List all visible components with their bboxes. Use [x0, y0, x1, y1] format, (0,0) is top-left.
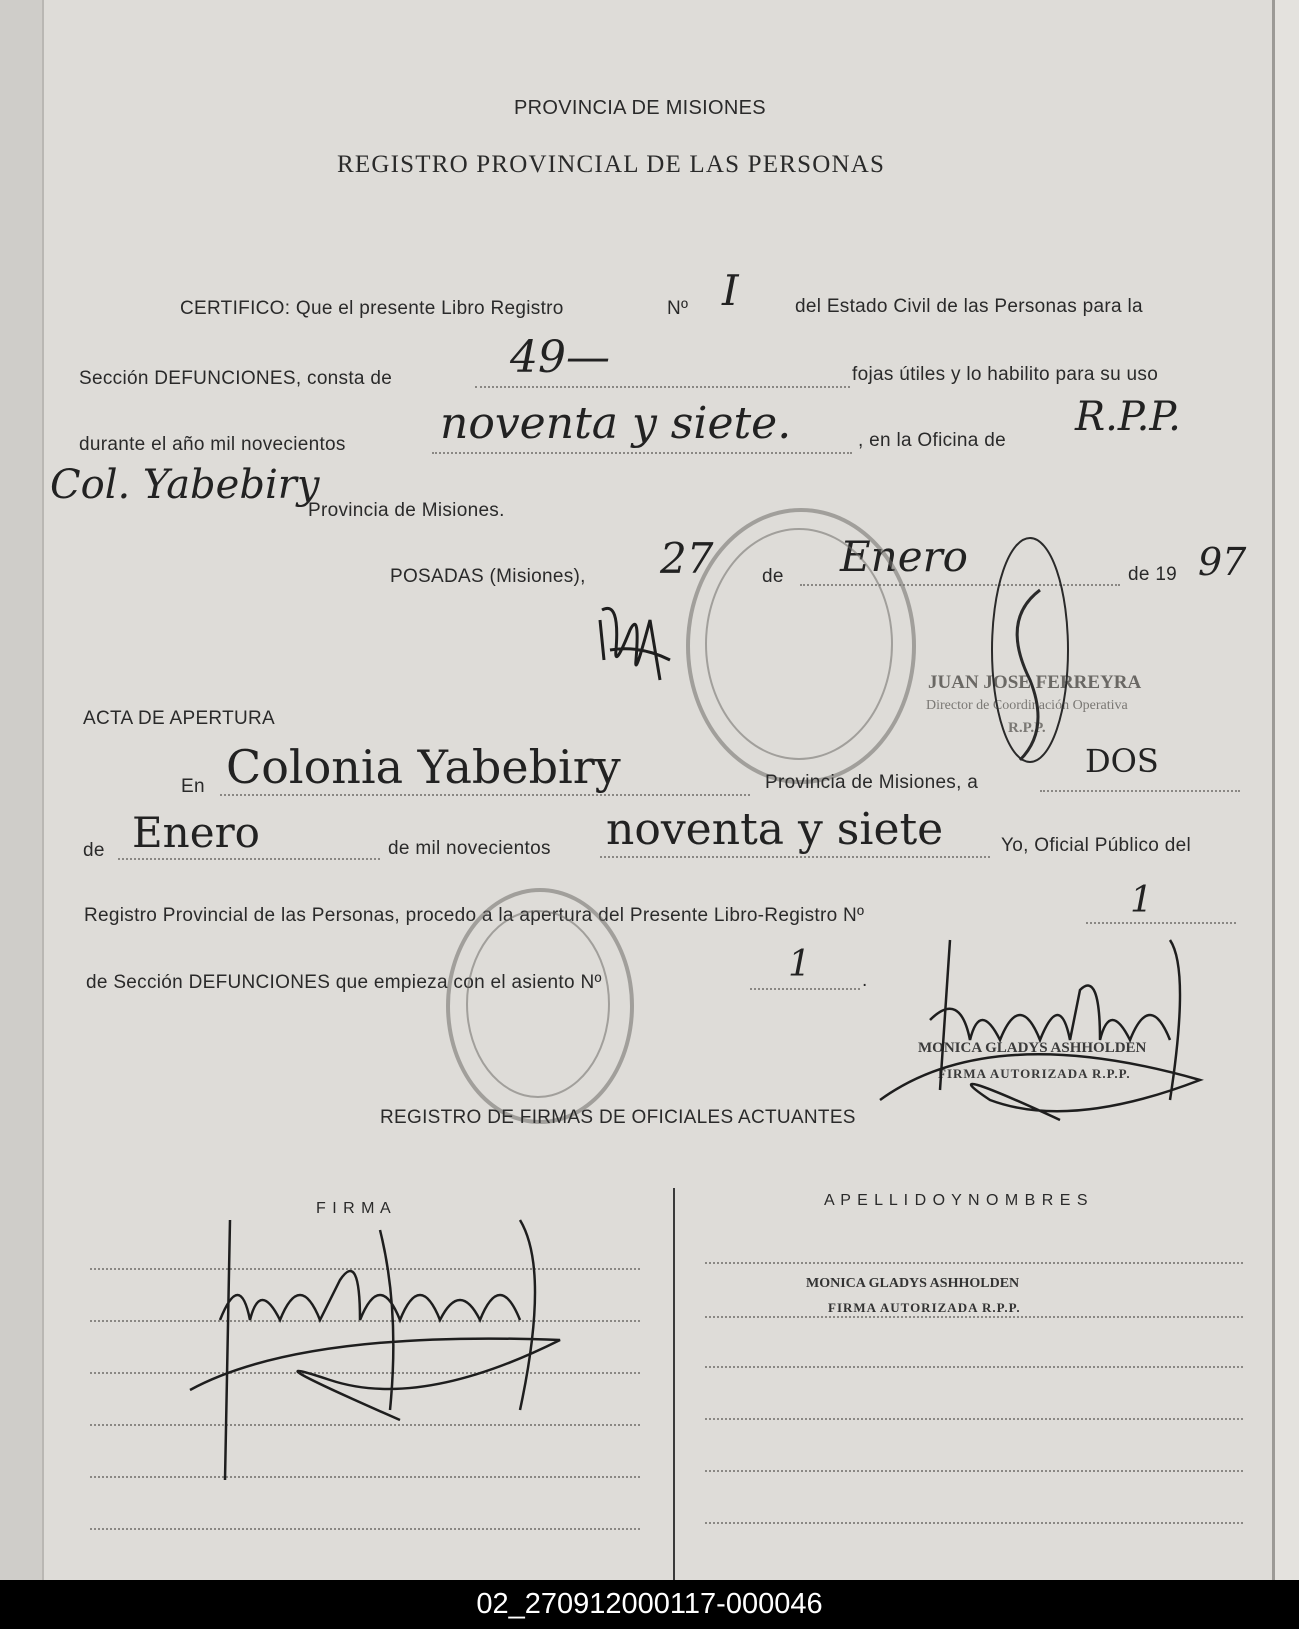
left-page-edge — [0, 0, 44, 1580]
registry-round-stamp-inner — [705, 528, 893, 760]
nombres-line-6 — [705, 1522, 1243, 1524]
col-nombres: A P E L L I D O Y N O M B R E S — [824, 1192, 1089, 1209]
officer-stamp-title: FIRMA AUTORIZADA R.P.P. — [938, 1066, 1131, 1081]
acta-year: noventa y siete — [606, 804, 944, 855]
acta-place-dots — [220, 794, 750, 796]
director-stamp-name: JUAN JOSE FERREYRA — [928, 672, 1142, 693]
officer-stamp-name: MONICA GLADYS ASHHOLDEN — [918, 1040, 1147, 1056]
cert-line3-dots — [432, 452, 852, 454]
cert-line1-suffix: del Estado Civil de las Personas para la — [795, 296, 1143, 317]
acta-month: Enero — [132, 808, 260, 857]
acta-day-dots — [1040, 790, 1240, 792]
acta-yo-suffix: Yo, Oficial Público del — [1001, 835, 1191, 856]
column-divider — [673, 1188, 675, 1580]
director-stamp-title: Director de Coordinación Operativa — [926, 698, 1128, 713]
delegation-oval-stamp-inner — [466, 910, 610, 1098]
nombres-line-3 — [705, 1366, 1243, 1368]
nombres-line-1 — [705, 1262, 1243, 1264]
registry-heading: REGISTRO PROVINCIAL DE LAS PERSONAS — [337, 151, 886, 178]
cert-line3-prefix: durante el año mil novecientos — [79, 434, 346, 455]
date-year: 97 — [1198, 540, 1247, 584]
registered-officer-name: MONICA GLADYS ASHHOLDEN — [806, 1276, 1020, 1291]
director-stamp-org: R.P.P. — [1008, 720, 1046, 736]
acta-line4-dots — [750, 988, 860, 990]
registered-signature — [180, 1210, 580, 1490]
cert-pages-count: 49— — [510, 332, 610, 383]
date-de: de — [762, 566, 784, 587]
director-signature — [980, 530, 1090, 770]
cert-line1-prefix: CERTIFICO: Que el presente Libro Registro — [180, 298, 564, 319]
province-heading: PROVINCIA DE MISIONES — [514, 97, 766, 119]
cert-office-location: Col. Yabebiry — [50, 462, 320, 508]
acta-line4: de Sección DEFUNCIONES que empieza con el asiento Nº — [86, 972, 602, 993]
acta-line3: Registro Provincial de las Personas, procedo a la apertura del Presente Libro-Registro Nº — [84, 905, 865, 926]
signatures-heading: REGISTRO DE FIRMAS DE OFICIALES ACTUANTES — [380, 1107, 856, 1128]
acta-de: de — [83, 840, 105, 861]
acta-heading: ACTA DE APERTURA — [83, 708, 276, 729]
acta-day: DOS — [1085, 742, 1159, 780]
cert-line4-suffix: Provincia de Misiones. — [308, 500, 505, 521]
acta-place: Colonia Yabebiry — [226, 740, 621, 794]
cert-line3-suffix: , en la Oficina de — [858, 430, 1006, 451]
initial-signature — [590, 590, 680, 700]
acta-entry-number: 1 — [788, 944, 811, 985]
cert-book-number: I — [722, 266, 739, 315]
acta-line4-end: . — [862, 970, 868, 991]
image-caption: 02_270912000117-000046 — [0, 1580, 1299, 1629]
cert-line2-suffix: fojas útiles y lo habilito para su uso — [852, 364, 1159, 385]
acta-province-suffix: Provincia de Misiones, a — [765, 772, 979, 793]
acta-year-dots — [600, 856, 990, 858]
acta-month-dots — [118, 858, 380, 860]
col-firma: F I R M A — [316, 1200, 392, 1217]
registered-officer-title: FIRMA AUTORIZADA R.P.P. — [828, 1300, 1021, 1315]
firma-line-6 — [90, 1528, 640, 1530]
date-day: 27 — [660, 534, 714, 583]
acta-line3-dots — [1086, 922, 1236, 924]
date-year-prefix: de 19 — [1128, 564, 1178, 585]
cert-line2-prefix: Sección DEFUNCIONES, consta de — [79, 368, 393, 389]
acta-year-prefix: de mil novecientos — [388, 838, 551, 859]
nombres-line-2 — [705, 1316, 1243, 1318]
cert-year-words: noventa y siete. — [440, 398, 792, 449]
cert-line2-dots — [475, 386, 850, 388]
date-month: Enero — [840, 532, 968, 581]
nombres-line-5 — [705, 1470, 1243, 1472]
acta-book-number: 1 — [1130, 880, 1153, 921]
nombres-line-4 — [705, 1418, 1243, 1420]
acta-en: En — [181, 776, 205, 797]
cert-line1-no: Nº — [667, 298, 689, 319]
date-place: POSADAS (Misiones), — [390, 566, 586, 587]
cert-office-name: R.P.P. — [1075, 394, 1181, 440]
officer-signature — [870, 930, 1220, 1160]
right-adjacent-page-edge — [1272, 0, 1299, 1580]
